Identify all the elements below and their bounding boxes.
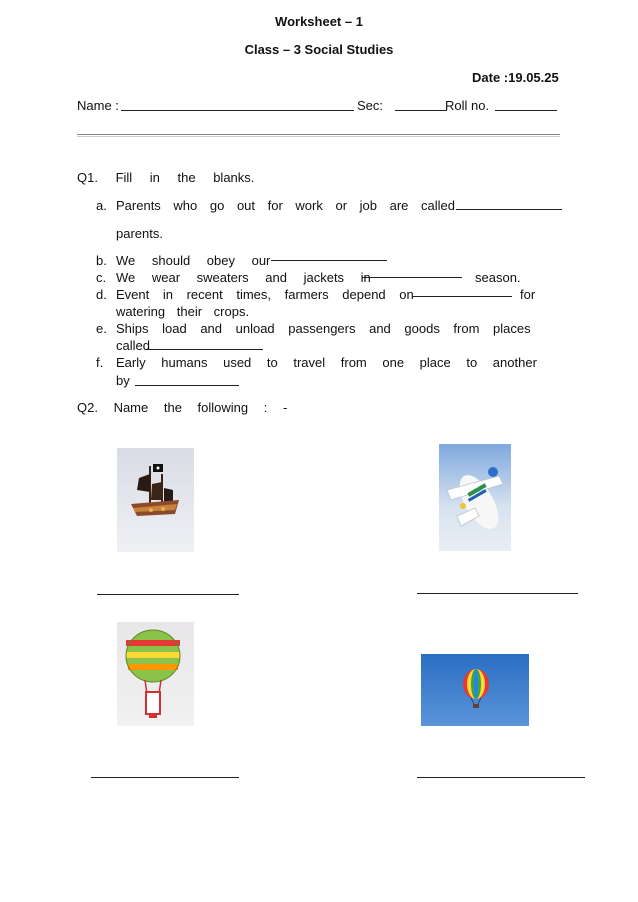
q1-a-cont: parents.	[116, 226, 163, 241]
name-blank[interactable]	[121, 110, 354, 111]
q1-c-marker: c.	[96, 270, 107, 285]
q1-d-blank[interactable]	[412, 296, 512, 297]
q1-b-marker: b.	[96, 253, 107, 268]
q1-e-cont: called	[116, 338, 150, 353]
q1-d-cont: watering their crops.	[116, 304, 250, 319]
q1-heading: Q1. Fill in the blanks.	[77, 170, 255, 185]
toy-airplane-image	[439, 444, 511, 551]
q1-f-marker: f.	[96, 355, 104, 370]
answer-blank-2[interactable]	[417, 593, 578, 594]
q2-heading: Q2. Name the following : -	[77, 400, 288, 415]
pirate-ship-image	[117, 448, 194, 552]
sec-blank[interactable]	[395, 110, 447, 111]
roll-label: Roll no.	[445, 98, 490, 113]
q1-c-blank[interactable]	[362, 277, 462, 278]
worksheet-title: Worksheet – 1	[275, 14, 363, 29]
sec-label: Sec:	[357, 98, 384, 113]
hot-air-balloon-lantern-image	[117, 622, 194, 726]
class-subject: Class – 3 Social Studies	[244, 42, 394, 57]
q1-a-text: Parents who go out for work or job are called	[116, 198, 455, 213]
q1-e-marker: e.	[96, 321, 107, 336]
divider	[77, 134, 560, 137]
name-label: Name :	[77, 98, 119, 113]
q1-f-text: Early humans used to travel from one place to another	[116, 355, 537, 370]
q1-c-text: We wear sweaters and jackets in	[116, 270, 371, 285]
q1-f-blank[interactable]	[135, 385, 239, 386]
q1-f-cont: by	[116, 373, 130, 388]
answer-blank-1[interactable]	[97, 594, 239, 595]
date: Date :19.05.25	[472, 70, 559, 85]
q1-b-blank[interactable]	[271, 260, 387, 261]
answer-blank-4[interactable]	[417, 777, 585, 778]
q1-e-blank[interactable]	[146, 349, 263, 350]
q1-c-tail: season.	[475, 270, 521, 285]
q1-d-tail: for	[520, 287, 536, 302]
q1-e-text: Ships load and unload passengers and goods from places	[116, 321, 531, 336]
q1-a-blank[interactable]	[456, 209, 562, 210]
q1-d-marker: d.	[96, 287, 107, 302]
answer-blank-3[interactable]	[91, 777, 239, 778]
q1-d-text: Event in recent times, farmers depend on	[116, 287, 414, 302]
roll-blank[interactable]	[495, 110, 557, 111]
q1-b-text: We should obey our	[116, 253, 271, 268]
q1-a-marker: a.	[96, 198, 107, 213]
hot-air-balloon-sky-image	[421, 654, 529, 726]
